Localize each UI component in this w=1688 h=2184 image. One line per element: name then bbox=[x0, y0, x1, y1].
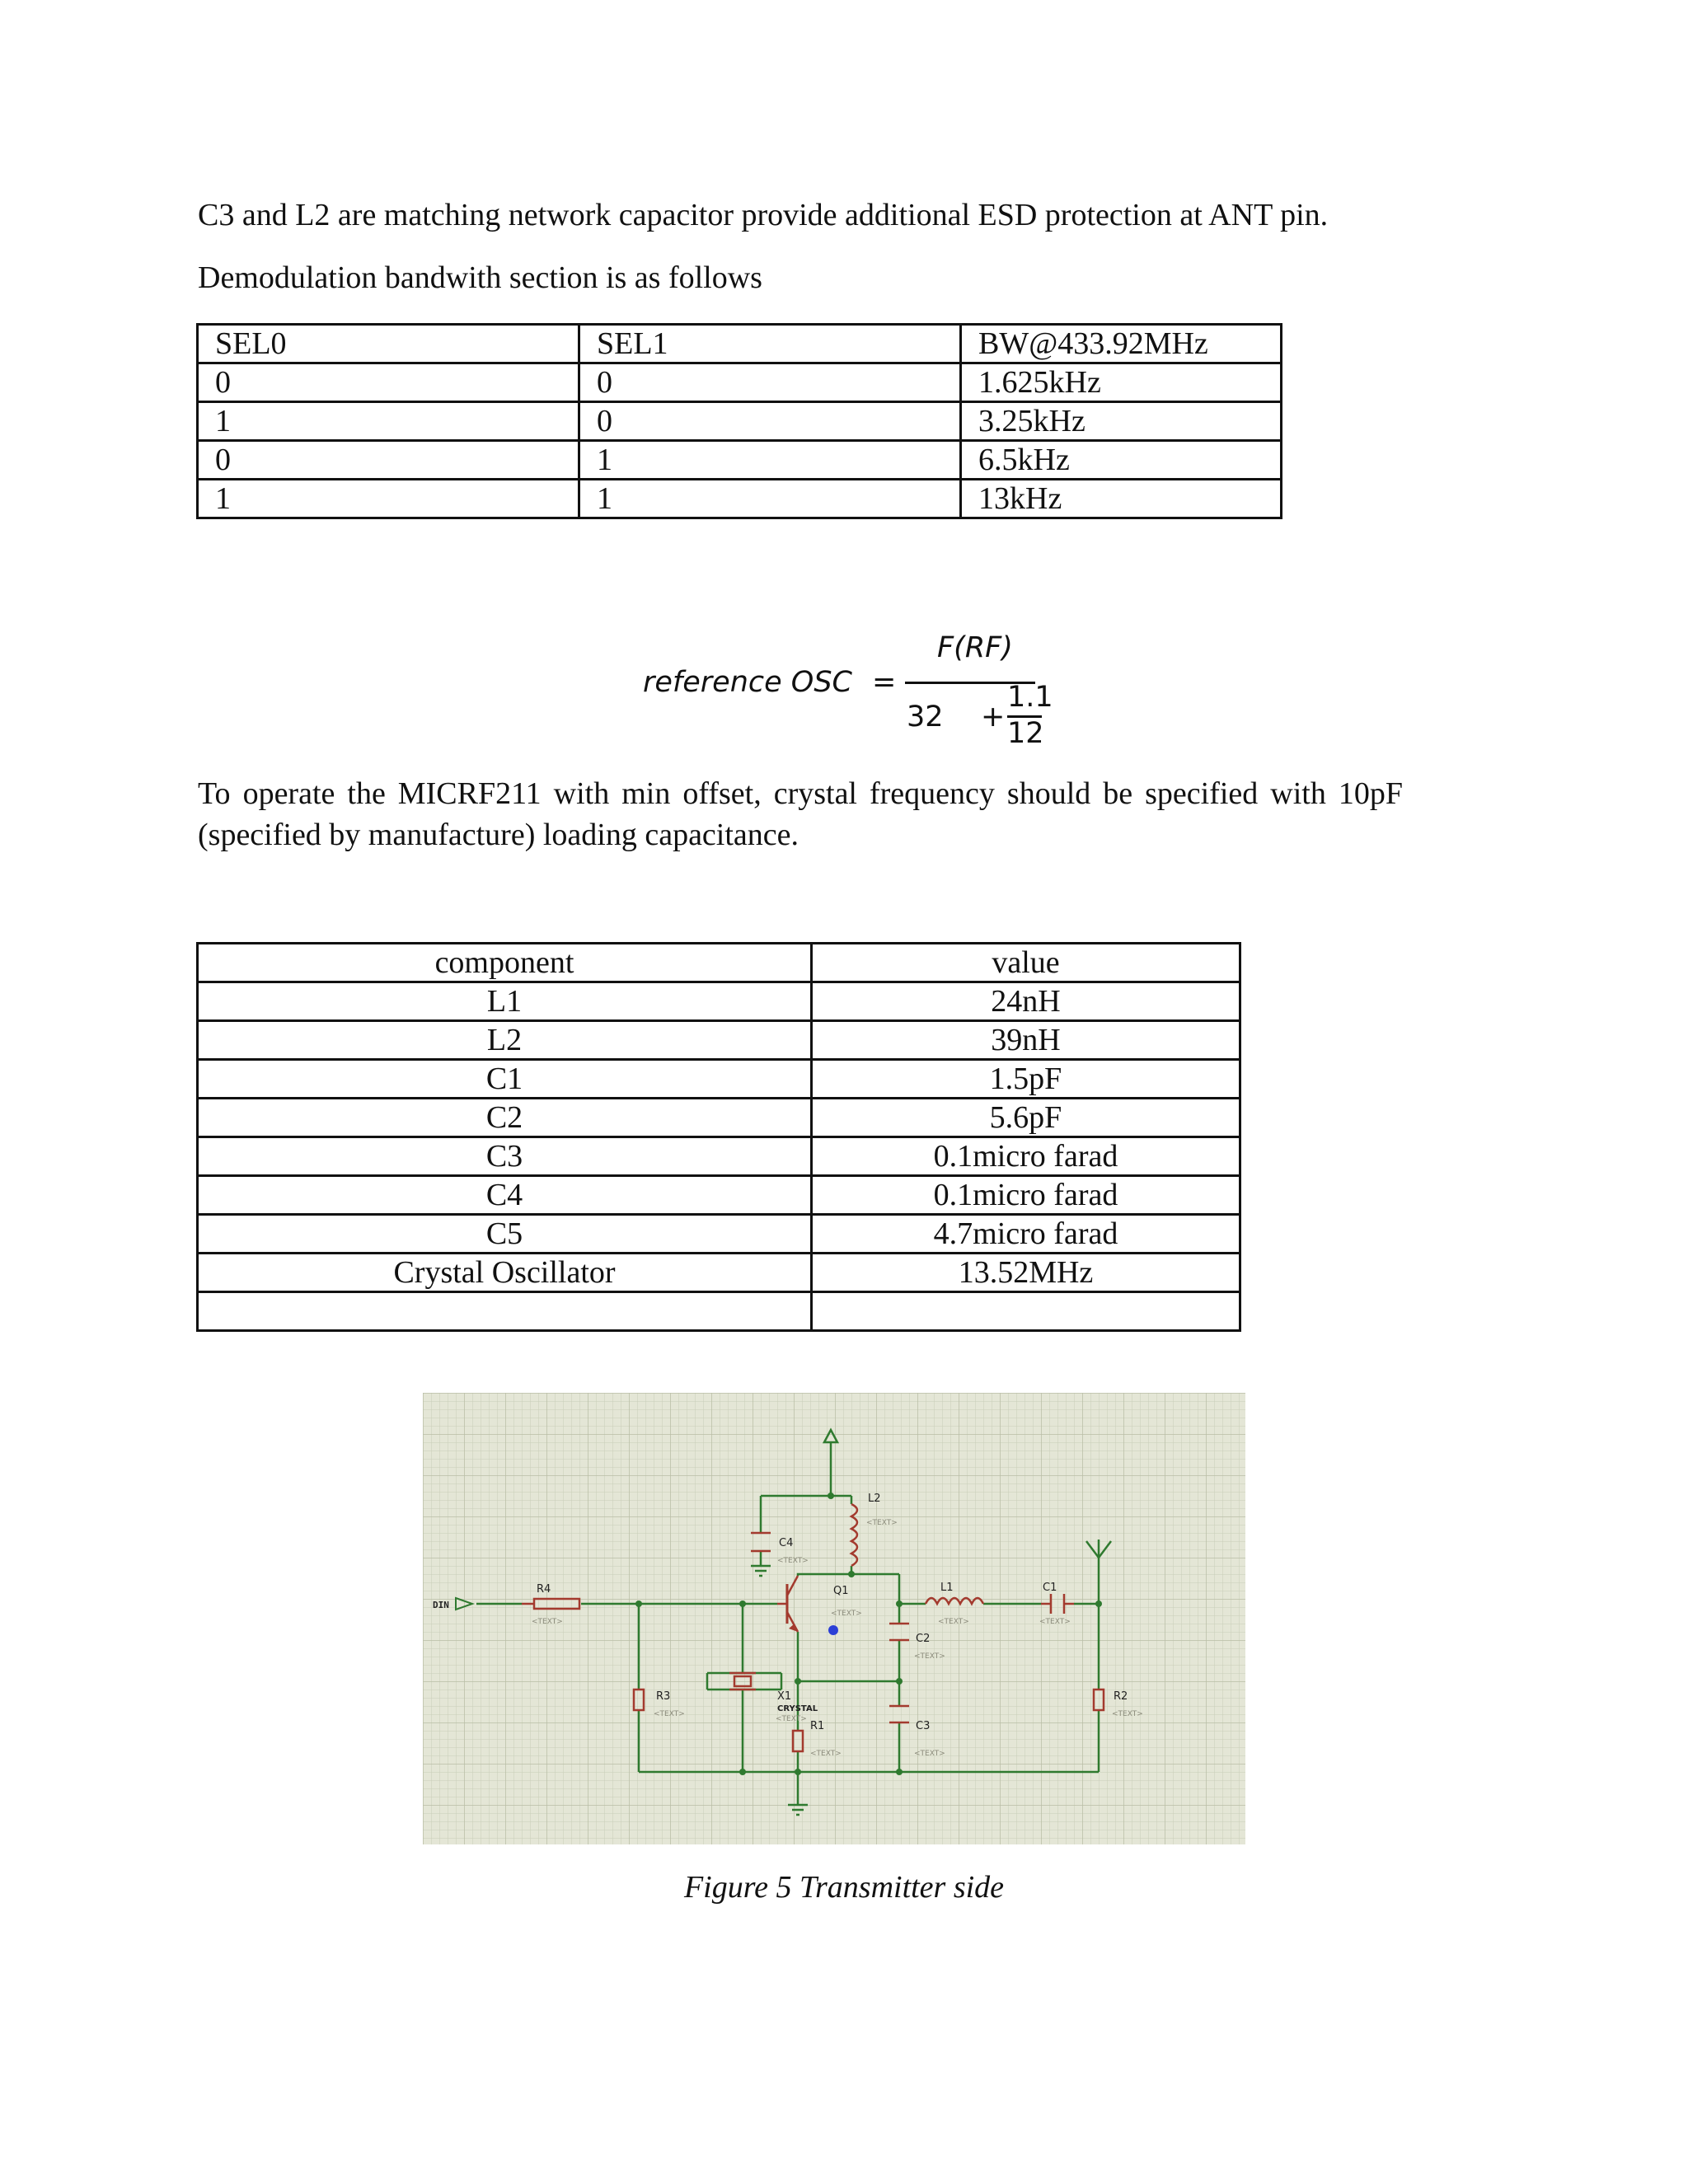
table-cell: 24nH bbox=[812, 982, 1240, 1021]
table-cell: 0 bbox=[579, 363, 961, 402]
table-row bbox=[198, 1021, 1240, 1060]
header-component: component bbox=[198, 944, 812, 982]
table-row bbox=[198, 1060, 1240, 1099]
table-row bbox=[198, 480, 1282, 518]
r2-label: R2 bbox=[1114, 1690, 1128, 1703]
table-row bbox=[198, 402, 1282, 441]
table-cell: C4 bbox=[198, 1176, 812, 1215]
figure-caption: Figure 5 Transmitter side bbox=[683, 1870, 1005, 1905]
table-header-row bbox=[198, 325, 1282, 363]
formula-plus: + bbox=[981, 701, 1006, 733]
r3-label: R3 bbox=[656, 1690, 671, 1703]
table-row bbox=[198, 1137, 1240, 1176]
header-sel0: SEL0 bbox=[198, 325, 579, 363]
table-cell: 0.1micro farad bbox=[812, 1137, 1240, 1176]
formula-numerator: F(RF) bbox=[937, 631, 1013, 664]
c2-text-tag: <TEXT> bbox=[914, 1652, 945, 1661]
r4-text-tag: <TEXT> bbox=[532, 1618, 563, 1626]
q1-label: Q1 bbox=[833, 1585, 849, 1597]
table-row bbox=[198, 1215, 1240, 1254]
header-sel1: SEL1 bbox=[579, 325, 961, 363]
component-table bbox=[196, 942, 1241, 1332]
table-header-row bbox=[198, 944, 1240, 982]
l1-text-tag: <TEXT> bbox=[938, 1618, 969, 1626]
table-cell: 0 bbox=[198, 441, 579, 480]
table-cell: 13kHz bbox=[961, 480, 1282, 518]
formula-sub-numerator: 1.1 bbox=[1007, 681, 1053, 714]
table-cell: C3 bbox=[198, 1137, 812, 1176]
paragraph-esd: C3 and L2 are matching network capacitor provide additional ESD protection at ANT pin. bbox=[198, 198, 1329, 232]
l2-text-tag: <TEXT> bbox=[866, 1519, 898, 1527]
l2-label: L2 bbox=[868, 1493, 881, 1505]
table-cell: 1.5pF bbox=[812, 1060, 1240, 1099]
table-cell: 1.625kHz bbox=[961, 363, 1282, 402]
table-row bbox=[198, 363, 1282, 402]
l1-label: L1 bbox=[940, 1582, 954, 1594]
formula-equals: = bbox=[872, 666, 897, 699]
table-cell: 1 bbox=[579, 480, 961, 518]
formula-lhs: reference OSC bbox=[643, 666, 852, 699]
formula-denominator-whole: 32 bbox=[907, 701, 944, 733]
crystal-label: CRYSTAL bbox=[777, 1704, 818, 1713]
c1-text-tag: <TEXT> bbox=[1039, 1618, 1071, 1626]
table-cell bbox=[812, 1292, 1240, 1331]
reference-osc-formula bbox=[643, 631, 1104, 758]
r1-text-tag: <TEXT> bbox=[810, 1750, 842, 1758]
c1-label: C1 bbox=[1043, 1582, 1057, 1594]
table-cell: 1 bbox=[198, 480, 579, 518]
din-label: DIN bbox=[433, 1600, 449, 1610]
c3-label: C3 bbox=[916, 1720, 931, 1732]
table-cell: 3.25kHz bbox=[961, 402, 1282, 441]
table-cell: 4.7micro farad bbox=[812, 1215, 1240, 1254]
table-cell bbox=[198, 1292, 812, 1331]
table-row bbox=[198, 1292, 1240, 1331]
transmitter-schematic bbox=[423, 1393, 1245, 1844]
c2-label: C2 bbox=[916, 1633, 931, 1645]
table-row bbox=[198, 1099, 1240, 1137]
table-cell: C2 bbox=[198, 1099, 812, 1137]
table-cell: C1 bbox=[198, 1060, 812, 1099]
r4-label: R4 bbox=[537, 1583, 551, 1596]
table-cell: 5.6pF bbox=[812, 1099, 1240, 1137]
table-cell: Crystal Oscillator bbox=[198, 1254, 812, 1292]
table-cell: 39nH bbox=[812, 1021, 1240, 1060]
r1-label: R1 bbox=[810, 1720, 825, 1732]
q1-text-tag: <TEXT> bbox=[831, 1610, 862, 1618]
paragraph-crystal: To operate the MICRF211 with min offset, crystal frequency should be specified with 10pF (specified by manufacture) loading capacitance. bbox=[198, 776, 1403, 852]
r3-text-tag: <TEXT> bbox=[654, 1710, 685, 1718]
table-row bbox=[198, 1254, 1240, 1292]
table-cell: C5 bbox=[198, 1215, 812, 1254]
c4-text-tag: <TEXT> bbox=[777, 1557, 809, 1565]
table-cell: L1 bbox=[198, 982, 812, 1021]
table-row bbox=[198, 1176, 1240, 1215]
table-cell: 6.5kHz bbox=[961, 441, 1282, 480]
table-cell: 1 bbox=[198, 402, 579, 441]
table-cell: 0 bbox=[198, 363, 579, 402]
x1-text-tag: <TEXT> bbox=[776, 1715, 807, 1723]
table-cell: 13.52MHz bbox=[812, 1254, 1240, 1292]
table-cell: 1 bbox=[579, 441, 961, 480]
header-value: value bbox=[812, 944, 1240, 982]
table-cell: L2 bbox=[198, 1021, 812, 1060]
r2-text-tag: <TEXT> bbox=[1112, 1710, 1143, 1718]
bandwidth-table bbox=[196, 323, 1282, 519]
formula-sub-denominator: 12 bbox=[1007, 717, 1044, 750]
probe-marker bbox=[828, 1625, 838, 1635]
header-bw: BW@433.92MHz bbox=[961, 325, 1282, 363]
c3-text-tag: <TEXT> bbox=[914, 1750, 945, 1758]
x1-label: X1 bbox=[777, 1690, 792, 1703]
table-cell: 0.1micro farad bbox=[812, 1176, 1240, 1215]
c4-label: C4 bbox=[779, 1537, 794, 1549]
table-row bbox=[198, 982, 1240, 1021]
table-cell: 0 bbox=[579, 402, 961, 441]
paragraph-demod-intro: Demodulation bandwith section is as follows bbox=[198, 260, 762, 295]
table-row bbox=[198, 441, 1282, 480]
